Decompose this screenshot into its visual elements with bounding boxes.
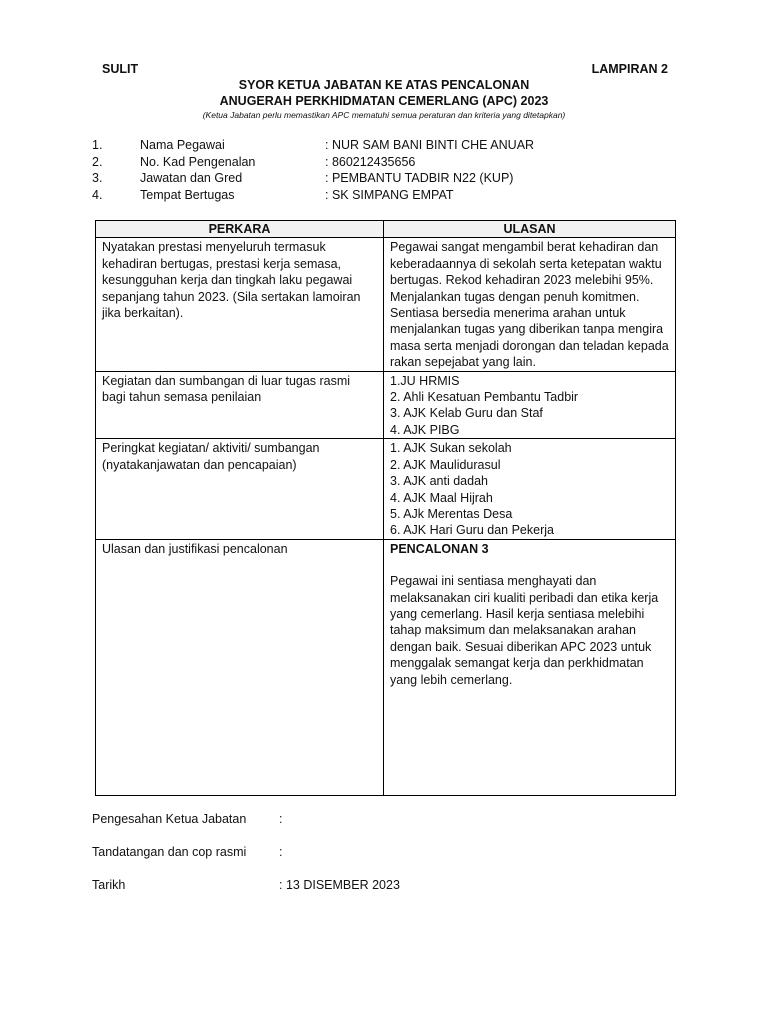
table-row: [96, 371, 676, 439]
column-header-perkara: PERKARA: [96, 221, 384, 238]
perkara-text: Ulasan dan justifikasi pencalonan: [102, 541, 288, 556]
info-label: Tempat Bertugas: [140, 187, 235, 202]
list-item: 5. AJk Merentas Desa: [390, 506, 513, 521]
ulasan-cell: [384, 439, 676, 539]
approval-section: [92, 812, 692, 911]
approval-row: [92, 812, 692, 845]
classification-label: SULIT: [102, 62, 139, 76]
info-number: 3.: [92, 171, 103, 185]
ulasan-cell: [384, 238, 676, 371]
list-item: 4. AJK PIBG: [390, 422, 460, 437]
ulasan-text: Pegawai ini sentiasa menghayati dan melaksanakan ciri kualiti peribadi dan etika kerja yang cemerlang. Hasil kerja sentiasa melebihi tahap maksimum dan melaksanakan arahan dengan baik. Sesuai diberikan APC 2023 untuk menggalak semangat kerja dan perkhidmatan yang lebih cemerlang.: [390, 574, 659, 687]
info-value: : 860212435656: [325, 154, 416, 169]
ulasan-text: Pegawai sangat mengambil berat kehadiran dan keberadaannya di sekolah serta ketepatan waktu bertugas. Rekod kehadiran 2023 melebihi 95%. Menjalankan tugas dengan penuh komitmen. Sentiasa bersedia menerima arahan untuk menjalankan tugas yang diberikan tanpa mengira masa serta menjadi dorongan dan teladan kepada rakan sepejabat yang lain.: [390, 240, 669, 370]
table-row: [96, 539, 676, 795]
date-row: [92, 878, 692, 911]
perkara-text: Nyatakan prestasi menyeluruh termasuk kehadiran bertugas, prestasi kerja semasa, kesungguhan kerja dan tingkah laku pegawai sepanjang tahun 2023. (Sila sertakan lamoiran jika berkaitan).: [102, 240, 361, 321]
info-number: 1.: [92, 138, 103, 152]
info-label: Nama Pegawai: [140, 138, 225, 152]
ulasan-cell: [384, 539, 676, 795]
ulasan-cell: [384, 371, 676, 439]
info-value: : NUR SAM BANI BINTI CHE ANUAR: [325, 138, 535, 152]
info-number: 2.: [92, 154, 103, 169]
list-item: 6. AJK Hari Guru dan Pekerja: [390, 523, 554, 538]
perkara-cell: [96, 238, 384, 371]
perkara-cell: [96, 371, 384, 439]
list-item: 1. AJK Sukan sekolah: [390, 441, 512, 456]
signature-row: [92, 845, 692, 878]
list-item: 4. AJK Maal Hijrah: [390, 490, 493, 505]
info-value: : SK SIMPANG EMPAT: [325, 187, 454, 202]
list-item: 3. AJK anti dadah: [390, 474, 488, 489]
date-value: : 13 DISEMBER 2023: [279, 878, 400, 892]
list-item: 1.JU HRMIS: [390, 373, 460, 388]
signature-value: :: [279, 845, 283, 859]
attachment-label: LAMPIRAN 2: [591, 62, 668, 76]
perkara-cell: [96, 539, 384, 795]
employee-info: [92, 138, 692, 204]
document-title-line2: ANUGERAH PERKHIDMATAN CEMERLANG (APC) 2023: [219, 94, 549, 108]
info-row-name: [92, 138, 692, 155]
list-item: 2. AJK Maulidurasul: [390, 457, 501, 472]
nomination-title: PENCALONAN 3: [390, 541, 489, 556]
info-label: No. Kad Pengenalan: [140, 154, 256, 169]
info-row-position: [92, 171, 692, 188]
approval-value: :: [279, 812, 283, 826]
document-title: SYOR KETUA JABATAN KE ATAS PENCALONAN: [238, 78, 530, 92]
info-number: 4.: [92, 187, 103, 202]
header-row: [102, 62, 668, 78]
perkara-text: Kegiatan dan sumbangan di luar tugas rasmi bagi tahun semasa penilaian: [102, 373, 351, 405]
column-header-ulasan: ULASAN: [384, 221, 676, 238]
list-item: 3. AJK Kelab Guru dan Staf: [390, 406, 543, 421]
info-value: : PEMBANTU TADBIR N22 (KUP): [325, 171, 514, 185]
list-item: 2. Ahli Kesatuan Pembantu Tadbir: [390, 390, 579, 405]
approval-label: Pengesahan Ketua Jabatan: [92, 812, 247, 826]
info-label: Jawatan dan Gred: [140, 171, 243, 185]
table-row: [96, 439, 676, 539]
info-row-workplace: [92, 188, 692, 205]
spacer: [390, 557, 669, 573]
signature-label: Tandatangan dan cop rasmi: [92, 845, 247, 859]
perkara-text: Peringkat kegiatan/ aktiviti/ sumbangan (nyatakanjawatan dan pencapaian): [102, 441, 320, 472]
info-row-ic: [92, 155, 692, 172]
table-header-row: [96, 221, 676, 238]
document-subtitle: (Ketua Jabatan perlu memastikan APC mematuhi semua peraturan dan kriteria yang ditetapkan): [202, 110, 566, 120]
evaluation-table: [95, 220, 676, 796]
date-label: Tarikh: [92, 878, 126, 892]
perkara-cell: [96, 439, 384, 539]
table-row: [96, 238, 676, 371]
